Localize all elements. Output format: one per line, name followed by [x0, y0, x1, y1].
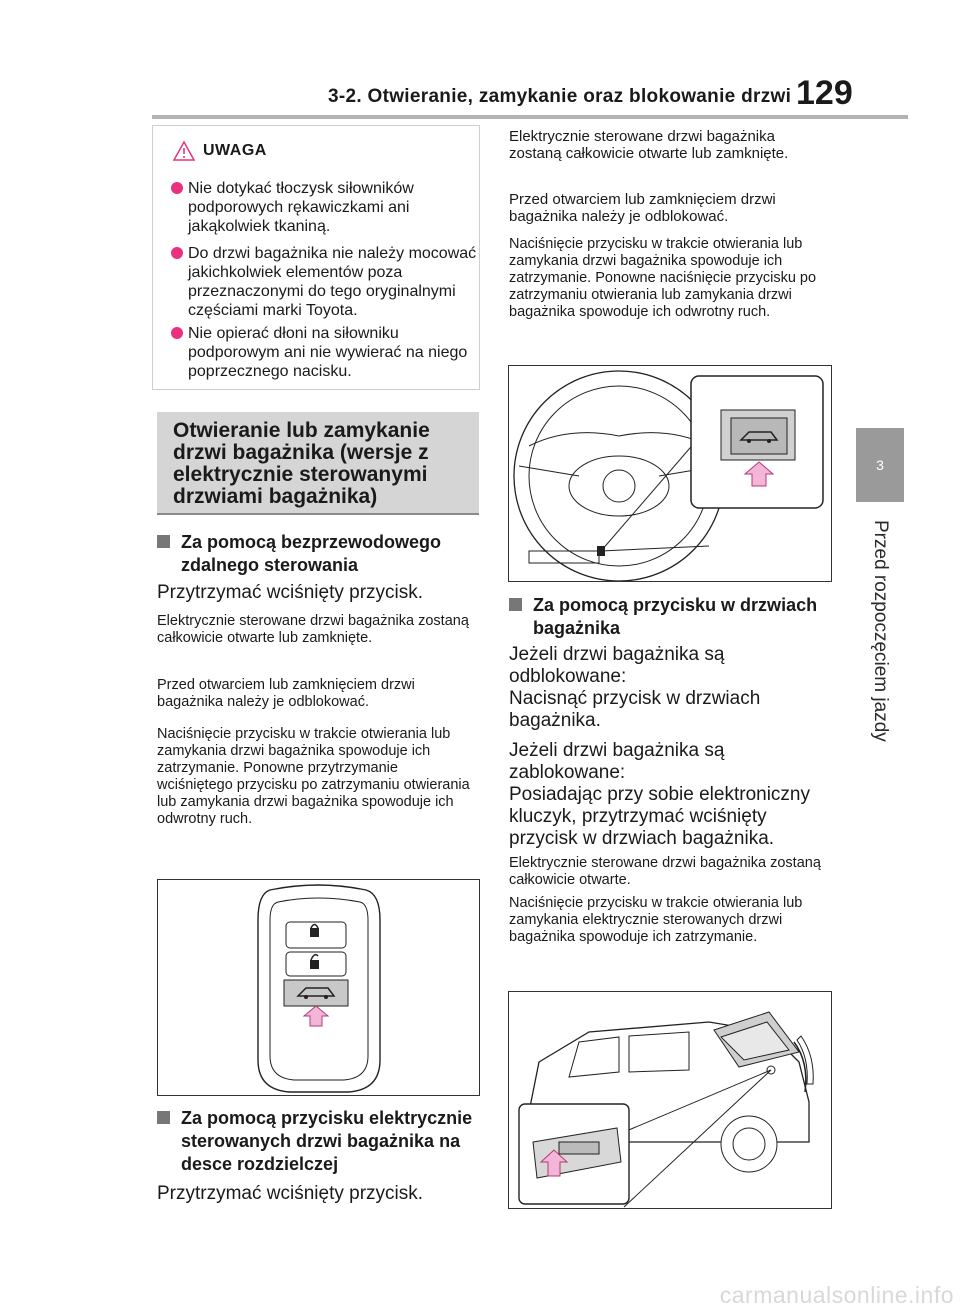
warning-item	[171, 179, 488, 236]
warning-heading-text: UWAGA	[203, 142, 267, 160]
warning-item-text: Do drzwi bagażnika nie należy mocować jakichkolwiek elementów poza przeznaczonymi do tego oryginalnymi częściami marki Toyota.	[188, 245, 477, 319]
instruction-text: Przytrzymać wciśnięty przycisk.	[157, 582, 424, 603]
square-bullet-icon	[157, 1111, 170, 1124]
tailgate-button-illustration	[508, 991, 832, 1209]
square-bullet-icon	[509, 598, 522, 611]
warning-item	[171, 244, 488, 320]
instruction-text: Nacisnąć przycisk w drzwiach bagażnika.	[509, 688, 761, 731]
car-drawing	[509, 992, 831, 1208]
subsection-dashboard	[157, 1107, 503, 1176]
warning-item	[171, 324, 488, 381]
warning-box	[152, 125, 480, 390]
condition-heading: Jeżeli drzwi bagażnika są odblokowane:	[509, 644, 725, 687]
dashboard-button-illustration	[508, 365, 832, 582]
key-fob-drawing	[158, 880, 479, 1095]
running-header: 3-2. Otwieranie, zamykanie oraz blokowanie drzwi	[328, 86, 792, 107]
key-fob-illustration	[157, 879, 480, 1096]
subsection-title: Za pomocą przycisku w drzwiach bagażnika	[533, 595, 818, 638]
instruction-text: Przytrzymać wciśnięty przycisk.	[157, 1183, 424, 1204]
square-bullet-icon	[157, 535, 170, 548]
chapter-tab[interactable]: 3	[856, 428, 904, 502]
page-number: 129	[796, 74, 853, 112]
note-text: Naciśnięcie przycisku w trakcie otwierania lub zamykania elektrycznie sterowanych drzwi bagażnika spowoduje ich zatrzymanie.	[509, 895, 803, 945]
condition-heading: Jeżeli drzwi bagażnika są zablokowane:	[509, 740, 725, 783]
warning-icon	[173, 140, 195, 162]
subsection-title: Za pomocą przycisku elektrycznie sterowanych drzwi bagażnika na desce rozdzielczej	[181, 1108, 473, 1174]
note-text: Przed otwarciem lub zamknięciem drzwi bagażnika należy je odblokować.	[157, 677, 415, 710]
note-text: Elektrycznie sterowane drzwi bagażnika zostaną całkowicie otwarte lub zamknięte.	[509, 128, 789, 162]
chapter-label: Przed rozpoczęciem jazdy	[870, 520, 891, 742]
warning-item-text: Nie dotykać tłoczysk siłowników podporowych rękawiczkami ani jakąkolwiek tkaniną.	[188, 180, 414, 235]
warning-item-text: Nie opierać dłoni na siłowniku podporowym ani nie wywierać na niego poprzecznego nacisku.	[188, 325, 468, 380]
header-divider	[152, 115, 908, 119]
note-text: Naciśnięcie przycisku w trakcie otwierania lub zamykania drzwi bagażnika spowoduje ich zatrzymanie. Ponowne naciśnięcie przycisku po zatrzymaniu otwierania lub zamykania drzwi bagażnika spowoduje ich odwrotny ruch.	[509, 236, 817, 320]
dashboard-drawing	[509, 366, 831, 581]
bullet-dot	[171, 182, 183, 194]
warning-heading	[173, 140, 267, 162]
section-title: Otwieranie lub zamykanie drzwi bagażnika (wersje z elektrycznie sterowanymi drzwiami bagażnika)	[173, 419, 430, 508]
subsection-remote	[157, 531, 501, 577]
instruction-text: Posiadając przy sobie elektroniczny kluczyk, przytrzymać wciśnięty przycisk w drzwiach bagażnika.	[509, 784, 810, 849]
subsection-title: Za pomocą bezprzewodowego zdalnego sterowania	[181, 532, 442, 575]
watermark: carmanualsonline.info	[719, 1282, 954, 1308]
section-heading-box	[157, 412, 479, 515]
note-text: Elektrycznie sterowane drzwi bagażnika zostaną całkowicie otwarte lub zamknięte.	[157, 613, 469, 646]
note-text: Elektrycznie sterowane drzwi bagażnika zostaną całkowicie otwarte.	[509, 855, 821, 888]
bullet-dot	[171, 327, 183, 339]
note-text: Naciśnięcie przycisku w trakcie otwierania lub zamykania drzwi bagażnika spowoduje ich zatrzymanie. Ponowne przytrzymanie wciśniętego przycisku po zatrzymaniu otwierania lub zamykania drzwi bagażnika spowoduje ich odwrotny ruch.	[157, 726, 470, 827]
subsection-tailgate	[509, 594, 855, 640]
bullet-dot	[171, 247, 183, 259]
note-text: Przed otwarciem lub zamknięciem drzwi bagażnika należy je odblokować.	[509, 191, 776, 225]
